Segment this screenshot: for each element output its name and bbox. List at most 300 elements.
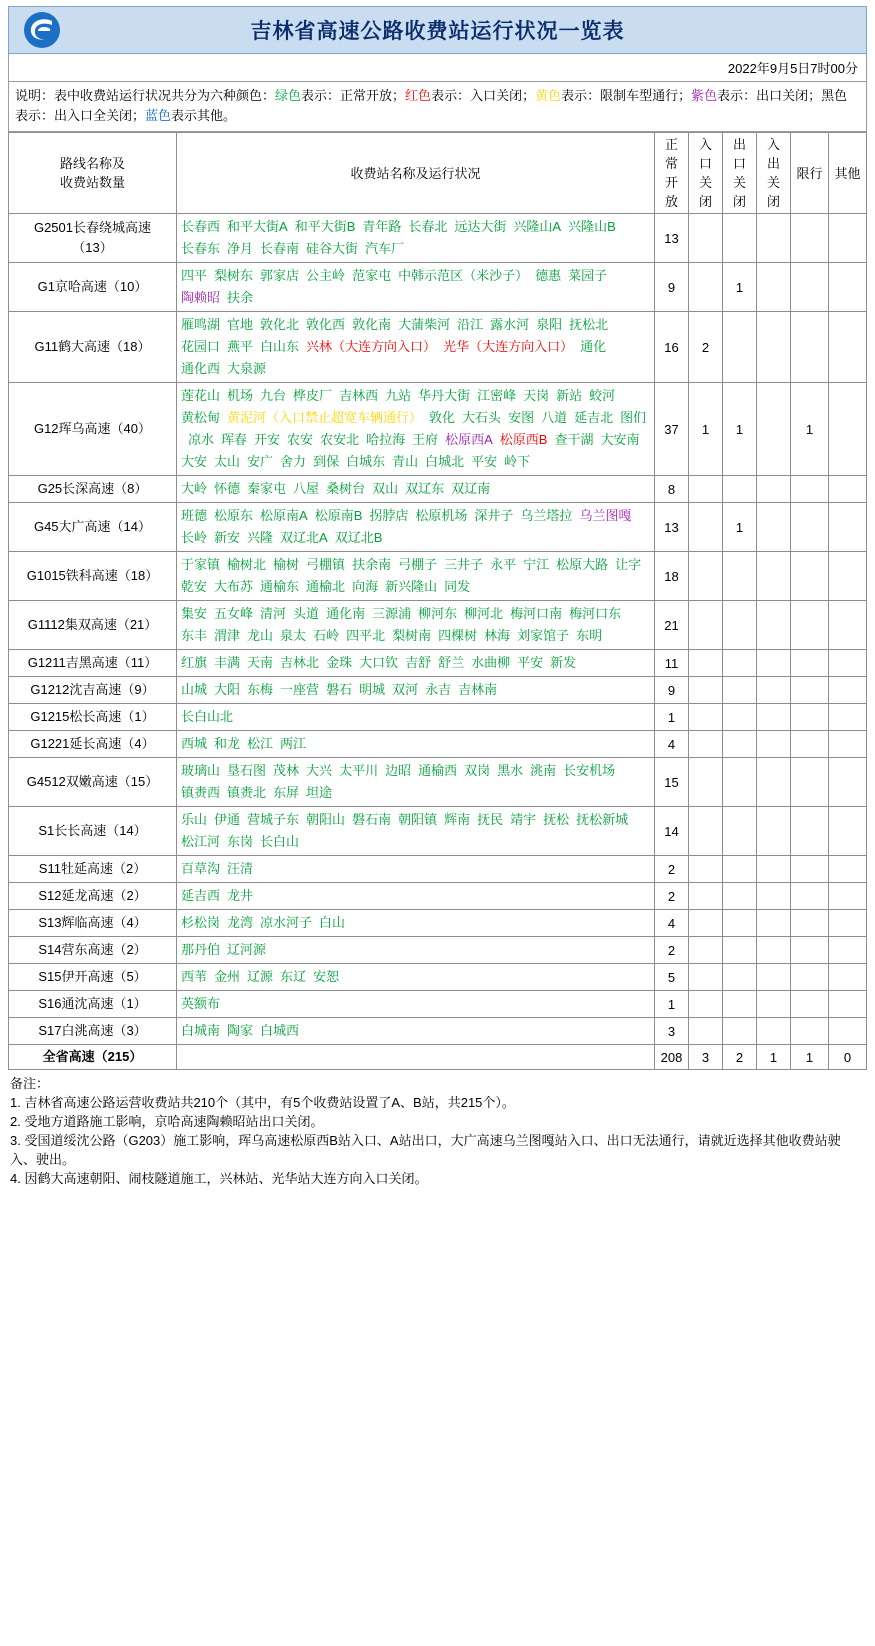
station-0: 雁鸣湖 bbox=[181, 317, 221, 332]
station-21: 开安 bbox=[254, 432, 281, 447]
count-both-closed bbox=[757, 503, 791, 552]
count-both-closed bbox=[757, 731, 791, 758]
notes-title: 备注： bbox=[10, 1076, 50, 1091]
count-both-closed bbox=[757, 856, 791, 883]
stations-cell bbox=[177, 964, 655, 991]
legend-color-5: 蓝色 bbox=[145, 108, 172, 123]
station-3: 敦化西 bbox=[306, 317, 346, 332]
count-both-closed bbox=[757, 883, 791, 910]
count-exit-closed bbox=[723, 807, 757, 856]
station-30: 大安 bbox=[181, 454, 208, 469]
station-3: 公主岭 bbox=[306, 268, 346, 283]
count-other bbox=[829, 704, 867, 731]
station-11: 兴隆 bbox=[247, 530, 274, 545]
count-both-closed: 1 bbox=[757, 1045, 791, 1070]
count-exit-closed bbox=[723, 476, 757, 503]
count-exit-closed bbox=[723, 650, 757, 677]
stations-cell bbox=[177, 937, 655, 964]
station-8: 宁江 bbox=[523, 557, 550, 572]
th-other: 其他 bbox=[829, 133, 867, 214]
count-entry-closed bbox=[689, 883, 723, 910]
table-row bbox=[9, 964, 867, 991]
legend-text-3: 表示： bbox=[717, 88, 757, 103]
station-14: 大石头 bbox=[462, 410, 502, 425]
station-9: 净月 bbox=[227, 241, 254, 256]
count-open: 2 bbox=[655, 856, 689, 883]
table-row bbox=[9, 601, 867, 650]
station-7: 双辽南 bbox=[451, 481, 491, 496]
station-10: 让字 bbox=[615, 557, 642, 572]
count-other bbox=[829, 312, 867, 383]
station-3: 头道 bbox=[293, 606, 320, 621]
station-9: 梅河口东 bbox=[569, 606, 622, 621]
count-entry-closed bbox=[689, 476, 723, 503]
count-other bbox=[829, 650, 867, 677]
station-0: 白城南 bbox=[181, 1023, 221, 1038]
station-2: 营城子东 bbox=[247, 812, 300, 827]
count-exit-closed bbox=[723, 964, 757, 991]
station-7: 永吉 bbox=[425, 682, 452, 697]
stations-cell bbox=[177, 856, 655, 883]
count-other: 0 bbox=[829, 1045, 867, 1070]
legend-text-1: 表示：入口关闭； bbox=[431, 88, 536, 103]
legend-color-3: 紫色 bbox=[691, 88, 718, 103]
station-6: 通榆西 bbox=[418, 763, 458, 778]
count-open: 5 bbox=[655, 964, 689, 991]
station-6: 三井子 bbox=[444, 557, 484, 572]
station-7: 抚民 bbox=[477, 812, 504, 827]
count-exit-closed bbox=[723, 991, 757, 1018]
table-row bbox=[9, 503, 867, 552]
table-row bbox=[9, 758, 867, 807]
station-9: 新站 bbox=[556, 388, 583, 403]
count-both-closed bbox=[757, 677, 791, 704]
count-restricted bbox=[791, 552, 829, 601]
stations-cell bbox=[177, 650, 655, 677]
station-0: 长白山北 bbox=[181, 709, 234, 724]
count-both-closed bbox=[757, 937, 791, 964]
station-16: 新兴隆山 bbox=[385, 579, 438, 594]
count-both-closed bbox=[757, 552, 791, 601]
station-0: 集安 bbox=[181, 606, 208, 621]
th-stations: 收费站名称及运行状况 bbox=[177, 133, 655, 214]
station-4: 吉林西 bbox=[339, 388, 379, 403]
count-open: 18 bbox=[655, 552, 689, 601]
footer-notes bbox=[8, 1070, 867, 1188]
station-7: 永平 bbox=[490, 557, 517, 572]
station-3: 桦皮厂 bbox=[293, 388, 333, 403]
legend-text-0: 表示：正常开放； bbox=[301, 88, 406, 103]
station-0: 山城 bbox=[181, 682, 208, 697]
station-13: 通榆东 bbox=[260, 579, 300, 594]
count-restricted bbox=[791, 807, 829, 856]
station-11: 渭津 bbox=[214, 628, 241, 643]
count-restricted bbox=[791, 704, 829, 731]
count-other bbox=[829, 476, 867, 503]
station-35: 白城东 bbox=[346, 454, 386, 469]
count-open: 15 bbox=[655, 758, 689, 807]
count-restricted bbox=[791, 758, 829, 807]
count-other bbox=[829, 677, 867, 704]
station-13: 东屏 bbox=[273, 785, 300, 800]
count-restricted bbox=[791, 476, 829, 503]
table-body bbox=[9, 214, 867, 1070]
count-exit-closed bbox=[723, 883, 757, 910]
stations-cell bbox=[177, 883, 655, 910]
count-other bbox=[829, 964, 867, 991]
station-2: 白城西 bbox=[260, 1023, 300, 1038]
count-entry-closed bbox=[689, 910, 723, 937]
count-exit-closed: 1 bbox=[723, 503, 757, 552]
station-6: 沿江 bbox=[457, 317, 484, 332]
station-4: 通化南 bbox=[326, 606, 366, 621]
stations-cell bbox=[177, 704, 655, 731]
station-5: 朝阳镇 bbox=[398, 812, 438, 827]
table-row bbox=[9, 883, 867, 910]
station-0: 英额布 bbox=[181, 996, 221, 1011]
count-both-closed bbox=[757, 383, 791, 476]
count-open: 11 bbox=[655, 650, 689, 677]
station-10: 新发 bbox=[550, 655, 577, 670]
station-1: 大阳 bbox=[214, 682, 241, 697]
count-open: 9 bbox=[655, 677, 689, 704]
station-7: 江密峰 bbox=[477, 388, 517, 403]
station-4: 磐石 bbox=[326, 682, 353, 697]
table-row bbox=[9, 856, 867, 883]
station-12: 龙山 bbox=[247, 628, 274, 643]
station-1: 垦石图 bbox=[227, 763, 267, 778]
route-name-cell: S15伊开高速（5） bbox=[9, 964, 177, 991]
station-11: 硅谷大街 bbox=[306, 241, 359, 256]
table-row bbox=[9, 476, 867, 503]
station-20: 珲春 bbox=[221, 432, 248, 447]
station-25: 王府 bbox=[412, 432, 439, 447]
th-entry-closed: 入口 关闭 bbox=[689, 133, 723, 214]
count-entry-closed bbox=[689, 758, 723, 807]
count-other bbox=[829, 883, 867, 910]
station-5: 双山 bbox=[372, 481, 399, 496]
table-row bbox=[9, 312, 867, 383]
station-0: 班德 bbox=[181, 508, 208, 523]
route-name-cell: G1京哈高速（10） bbox=[9, 263, 177, 312]
count-other bbox=[829, 383, 867, 476]
count-entry-closed bbox=[689, 964, 723, 991]
count-restricted bbox=[791, 601, 829, 650]
count-entry-closed bbox=[689, 263, 723, 312]
station-1: 金州 bbox=[214, 969, 241, 984]
station-3: 一座营 bbox=[280, 682, 320, 697]
th-restricted: 限行 bbox=[791, 133, 829, 214]
count-exit-closed: 1 bbox=[723, 263, 757, 312]
stations-cell bbox=[177, 677, 655, 704]
route-name-cell: S11牡延高速（2） bbox=[9, 856, 177, 883]
station-13: 兴林（大连方向入口） bbox=[306, 339, 437, 354]
count-entry-closed bbox=[689, 1018, 723, 1045]
count-restricted bbox=[791, 312, 829, 383]
page-title: 吉林省高速公路收费站运行状况一览表 bbox=[250, 20, 625, 43]
count-entry-closed: 3 bbox=[689, 1045, 723, 1070]
station-19: 刘家馆子 bbox=[517, 628, 570, 643]
station-2: 九台 bbox=[260, 388, 287, 403]
station-0: 长春西 bbox=[181, 219, 221, 234]
count-both-closed bbox=[757, 704, 791, 731]
station-2: 松原南A bbox=[260, 508, 308, 523]
count-exit-closed bbox=[723, 552, 757, 601]
count-open: 2 bbox=[655, 883, 689, 910]
count-entry-closed: 2 bbox=[689, 312, 723, 383]
station-7: 乌兰塔拉 bbox=[520, 508, 573, 523]
count-entry-closed bbox=[689, 214, 723, 263]
station-7: 兴隆山B bbox=[568, 219, 616, 234]
count-restricted bbox=[791, 677, 829, 704]
count-both-closed bbox=[757, 476, 791, 503]
count-both-closed bbox=[757, 910, 791, 937]
station-8: 靖宇 bbox=[510, 812, 537, 827]
station-0: 杉松岗 bbox=[181, 915, 221, 930]
station-4: 桑树台 bbox=[326, 481, 366, 496]
station-12: 黄泥河（入口禁止超宽车辆通行） bbox=[227, 410, 423, 425]
station-7: 菜园子 bbox=[568, 268, 608, 283]
station-36: 青山 bbox=[392, 454, 419, 469]
count-exit-closed bbox=[723, 312, 757, 383]
note-line-4: 4. 因鹤大高速朝阳、闹枝隧道施工，兴林站、光华站大连方向入口关闭。 bbox=[10, 1171, 428, 1186]
station-2: 凉水河子 bbox=[260, 915, 313, 930]
station-15: 安图 bbox=[508, 410, 535, 425]
station-13: 泉太 bbox=[280, 628, 307, 643]
count-open: 9 bbox=[655, 263, 689, 312]
count-open: 16 bbox=[655, 312, 689, 383]
count-both-closed bbox=[757, 214, 791, 263]
count-restricted bbox=[791, 910, 829, 937]
station-10: 长安机场 bbox=[563, 763, 616, 778]
station-6: 双辽东 bbox=[405, 481, 445, 496]
count-open: 4 bbox=[655, 731, 689, 758]
count-entry-closed bbox=[689, 650, 723, 677]
station-1: 辽河源 bbox=[227, 942, 267, 957]
station-8: 乌兰图嘎 bbox=[579, 508, 632, 523]
count-both-closed bbox=[757, 807, 791, 856]
station-0: 西苇 bbox=[181, 969, 208, 984]
route-name-cell: G12珲乌高速（40） bbox=[9, 383, 177, 476]
count-open: 8 bbox=[655, 476, 689, 503]
station-12: 镇赉北 bbox=[227, 785, 267, 800]
count-open: 208 bbox=[655, 1045, 689, 1070]
station-0: 延吉西 bbox=[181, 888, 221, 903]
count-exit-closed bbox=[723, 1018, 757, 1045]
station-2: 天南 bbox=[247, 655, 274, 670]
legend-text-4: 表示：出入口全关闭； bbox=[15, 108, 146, 123]
station-1: 松原东 bbox=[214, 508, 254, 523]
table-total-row bbox=[9, 1045, 867, 1070]
station-9: 松原大路 bbox=[556, 557, 609, 572]
count-restricted bbox=[791, 856, 829, 883]
station-2: 和平大街B bbox=[294, 219, 356, 234]
th-open: 正常 开放 bbox=[655, 133, 689, 214]
count-open: 13 bbox=[655, 503, 689, 552]
route-name-cell: S13辉临高速（4） bbox=[9, 910, 177, 937]
station-1: 机场 bbox=[227, 388, 254, 403]
station-3: 青年路 bbox=[362, 219, 402, 234]
count-restricted bbox=[791, 263, 829, 312]
station-11: 松江河 bbox=[181, 834, 221, 849]
count-open: 14 bbox=[655, 807, 689, 856]
station-12: 东岗 bbox=[227, 834, 254, 849]
station-5: 中韩示范区（米沙子） bbox=[398, 268, 529, 283]
note-line-2: 2. 受地方道路施工影响，京哈高速陶赖昭站出口关闭。 bbox=[10, 1114, 324, 1129]
station-9: 抚松 bbox=[543, 812, 570, 827]
stations-cell bbox=[177, 1045, 655, 1070]
station-5: 明城 bbox=[359, 682, 386, 697]
route-name-cell: G1015铁科高速（18） bbox=[9, 552, 177, 601]
station-1: 怀德 bbox=[214, 481, 241, 496]
station-8: 天岗 bbox=[523, 388, 550, 403]
station-3: 吉林北 bbox=[280, 655, 320, 670]
station-18: 图们 bbox=[620, 410, 647, 425]
route-name-cell: G1112集双高速（21） bbox=[9, 601, 177, 650]
station-6: 吉舒 bbox=[405, 655, 432, 670]
table-row bbox=[9, 937, 867, 964]
station-13: 长白山 bbox=[260, 834, 300, 849]
station-37: 白城北 bbox=[425, 454, 465, 469]
count-restricted bbox=[791, 991, 829, 1018]
count-other bbox=[829, 503, 867, 552]
station-5: 边昭 bbox=[385, 763, 412, 778]
route-name-cell: S1长长高速（14） bbox=[9, 807, 177, 856]
station-14: 石岭 bbox=[313, 628, 340, 643]
station-2: 秦家屯 bbox=[247, 481, 287, 496]
count-restricted: 1 bbox=[791, 1045, 829, 1070]
station-38: 平安 bbox=[471, 454, 498, 469]
count-entry-closed bbox=[689, 937, 723, 964]
legend-text-2: 表示：限制车型通行； bbox=[561, 88, 692, 103]
table-row bbox=[9, 650, 867, 677]
station-12: 双辽北A bbox=[280, 530, 328, 545]
station-7: 柳河北 bbox=[464, 606, 504, 621]
count-restricted bbox=[791, 883, 829, 910]
count-exit-closed bbox=[723, 731, 757, 758]
station-10: 蛟河 bbox=[589, 388, 616, 403]
table-row bbox=[9, 383, 867, 476]
stations-cell bbox=[177, 807, 655, 856]
station-17: 大泉源 bbox=[227, 361, 267, 376]
stations-cell bbox=[177, 1018, 655, 1045]
stations-cell bbox=[177, 214, 655, 263]
station-5: 三源浦 bbox=[372, 606, 412, 621]
route-name-cell: G1221延长高速（4） bbox=[9, 731, 177, 758]
station-5: 远达大街 bbox=[454, 219, 507, 234]
station-1: 五女峰 bbox=[214, 606, 254, 621]
station-0: 四平 bbox=[181, 268, 208, 283]
table-row bbox=[9, 704, 867, 731]
station-16: 八道 bbox=[541, 410, 568, 425]
station-7: 舒兰 bbox=[438, 655, 465, 670]
count-other bbox=[829, 856, 867, 883]
legend-text-5: 表示其他。 bbox=[171, 108, 237, 123]
station-10: 长春南 bbox=[260, 241, 300, 256]
station-27: 松原西B bbox=[499, 432, 548, 447]
route-name-cell: G1212沈吉高速（9） bbox=[9, 677, 177, 704]
station-22: 农安 bbox=[287, 432, 314, 447]
station-5: 大蒲柴河 bbox=[398, 317, 451, 332]
station-15: 四平北 bbox=[346, 628, 386, 643]
station-1: 伊通 bbox=[214, 812, 241, 827]
route-name-cell: G1215松长高速（1） bbox=[9, 704, 177, 731]
station-1: 榆树北 bbox=[227, 557, 267, 572]
station-17: 同发 bbox=[444, 579, 471, 594]
station-5: 大口钦 bbox=[359, 655, 399, 670]
route-name-cell: G1211吉黑高速（11） bbox=[9, 650, 177, 677]
station-2: 松江 bbox=[247, 736, 274, 751]
station-0: 红旗 bbox=[181, 655, 208, 670]
station-9: 抚松北 bbox=[569, 317, 609, 332]
station-4: 金珠 bbox=[326, 655, 353, 670]
count-exit-closed bbox=[723, 937, 757, 964]
station-6: 德惠 bbox=[535, 268, 562, 283]
route-name-cell: G4512双嫩高速（15） bbox=[9, 758, 177, 807]
route-name-cell: S16通沈高速（1） bbox=[9, 991, 177, 1018]
station-11: 黄松甸 bbox=[181, 410, 221, 425]
station-5: 松原机场 bbox=[415, 508, 468, 523]
stations-cell bbox=[177, 263, 655, 312]
station-0: 玻璃山 bbox=[181, 763, 221, 778]
table-row bbox=[9, 214, 867, 263]
station-0: 大岭 bbox=[181, 481, 208, 496]
report-datetime: 2022年9月5日7时00分 bbox=[8, 54, 867, 82]
station-6: 双河 bbox=[392, 682, 419, 697]
count-restricted bbox=[791, 503, 829, 552]
station-2: 清河 bbox=[260, 606, 287, 621]
stations-cell bbox=[177, 991, 655, 1018]
toll-station-table bbox=[8, 132, 867, 1070]
count-other bbox=[829, 731, 867, 758]
table-header-row bbox=[9, 133, 867, 214]
count-restricted bbox=[791, 937, 829, 964]
count-restricted bbox=[791, 731, 829, 758]
station-16: 梨树南 bbox=[392, 628, 432, 643]
legend-prefix: 说明：表中收费站运行状况共分为六种颜色： bbox=[15, 88, 276, 103]
route-name-cell: G11鹤大高速（18） bbox=[9, 312, 177, 383]
count-exit-closed bbox=[723, 910, 757, 937]
station-10: 抚松新城 bbox=[576, 812, 629, 827]
station-13: 敦化 bbox=[429, 410, 456, 425]
station-3: 白山 bbox=[319, 915, 346, 930]
legend-color-4: 出口关闭；黑色 bbox=[756, 88, 848, 103]
count-entry-closed: 1 bbox=[689, 383, 723, 476]
count-both-closed bbox=[757, 263, 791, 312]
count-both-closed bbox=[757, 758, 791, 807]
station-14: 通榆北 bbox=[306, 579, 346, 594]
swirl-logo-icon bbox=[19, 10, 65, 50]
note-line-3: 3. 受国道绥沈公路（G203）施工影响，珲乌高速松原西B站入口、A站出口，大广高速乌兰图嘎站入口、出口无法通行，请就近选择其他收费站驶入、驶出。 bbox=[10, 1133, 841, 1167]
station-12: 白山东 bbox=[260, 339, 300, 354]
station-10: 花园口 bbox=[181, 339, 221, 354]
count-entry-closed bbox=[689, 601, 723, 650]
station-4: 范家屯 bbox=[352, 268, 392, 283]
station-6: 辉南 bbox=[444, 812, 471, 827]
station-2: 辽源 bbox=[247, 969, 274, 984]
station-0: 百草沟 bbox=[181, 861, 221, 876]
station-1: 丰满 bbox=[214, 655, 241, 670]
station-15: 通化 bbox=[580, 339, 607, 354]
stations-cell bbox=[177, 910, 655, 937]
count-other bbox=[829, 1018, 867, 1045]
station-11: 镇赉西 bbox=[181, 785, 221, 800]
station-8: 陶赖昭 bbox=[181, 290, 221, 305]
station-1: 龙井 bbox=[227, 888, 254, 903]
station-3: 朝阳山 bbox=[306, 812, 346, 827]
station-8: 长春东 bbox=[181, 241, 221, 256]
station-0: 莲花山 bbox=[181, 388, 221, 403]
